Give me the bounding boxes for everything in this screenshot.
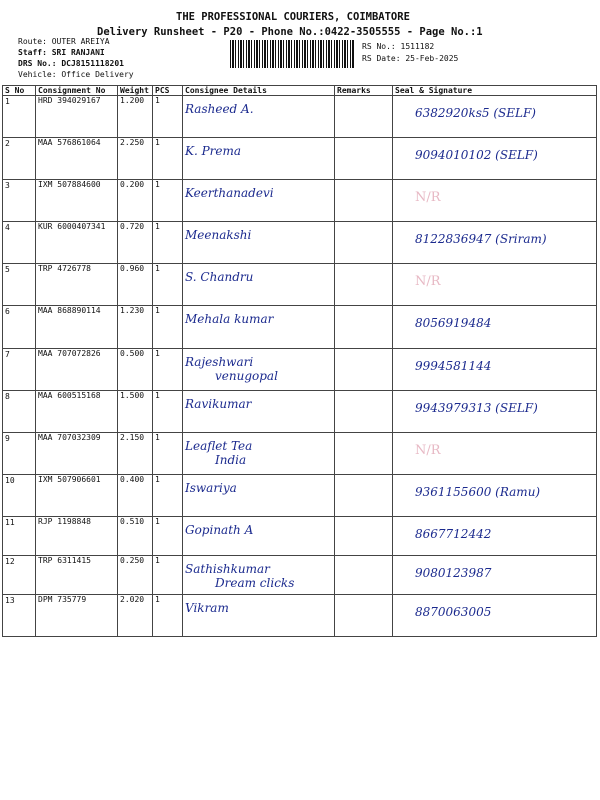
row-consignment-no: DPM 735779: [36, 595, 118, 637]
row-signature: [393, 306, 597, 349]
row-remarks: [335, 96, 393, 138]
table-row: [3, 264, 597, 306]
signature-text: 9080123987: [415, 566, 492, 580]
row-pcs: 1: [153, 306, 183, 349]
row-sno: 3: [3, 180, 36, 222]
row-consignment-no: TRP 4726778: [36, 264, 118, 306]
col-seal-signature: Seal & Signature: [393, 86, 597, 96]
row-weight: 1.230: [118, 306, 153, 349]
consignee-name: Keerthanadevi: [185, 186, 274, 200]
row-consignment-no: MAA 576861064: [36, 138, 118, 180]
signature-text: 8870063005: [415, 605, 492, 619]
signature-text: 6382920ks5 (SELF): [415, 106, 536, 120]
consignee-name: Gopinath A: [185, 523, 254, 537]
runsheet-subtitle: Delivery Runsheet - P20 - Phone No.:0422-3505555 - Page No.:1: [97, 26, 483, 38]
signature-text: 9361155600 (Ramu): [415, 485, 541, 499]
row-weight: 2.250: [118, 138, 153, 180]
row-sno: 11: [3, 517, 36, 556]
row-remarks: [335, 517, 393, 556]
row-pcs: 1: [153, 138, 183, 180]
row-sno: 2: [3, 138, 36, 180]
row-pcs: 1: [153, 475, 183, 517]
table-row: [3, 517, 597, 556]
row-weight: 0.200: [118, 180, 153, 222]
signature-text: 8056919484: [415, 316, 492, 330]
signature-text: 9943979313 (SELF): [415, 401, 538, 415]
consignee-name: Leaflet Tea: [185, 439, 253, 453]
row-consignee: [183, 138, 335, 180]
table-row: [3, 595, 597, 637]
col-consignee-details: Consignee Details: [183, 86, 335, 96]
row-consignee: [183, 180, 335, 222]
consignee-name: Mehala kumar: [185, 312, 274, 326]
row-consignment-no: MAA 707032309: [36, 433, 118, 475]
row-consignee: [183, 391, 335, 433]
row-sno: 10: [3, 475, 36, 517]
row-weight: 0.250: [118, 556, 153, 595]
row-weight: 2.020: [118, 595, 153, 637]
col-weight: Weight: [118, 86, 153, 96]
table-row: [3, 556, 597, 595]
row-remarks: [335, 138, 393, 180]
row-signature: [393, 595, 597, 637]
consignee-name: Iswariya: [185, 481, 237, 495]
row-consignee: [183, 349, 335, 391]
row-pcs: 1: [153, 391, 183, 433]
row-remarks: [335, 349, 393, 391]
row-consignee: [183, 556, 335, 595]
row-pcs: 1: [153, 180, 183, 222]
table-row: [3, 222, 597, 264]
row-remarks: [335, 180, 393, 222]
row-sno: 9: [3, 433, 36, 475]
table-row: [3, 180, 597, 222]
row-weight: 0.510: [118, 517, 153, 556]
row-consignment-no: TRP 6311415: [36, 556, 118, 595]
runsheet-table: [2, 85, 597, 637]
row-remarks: [335, 595, 393, 637]
row-signature: [393, 556, 597, 595]
row-consignee: [183, 222, 335, 264]
row-signature: [393, 517, 597, 556]
row-consignee: [183, 595, 335, 637]
row-signature: [393, 222, 597, 264]
consignee-name: K. Prema: [185, 144, 242, 158]
vehicle-label: Vehicle: Office Delivery: [18, 70, 134, 79]
consignee-name: Sathishkumar: [185, 562, 270, 576]
row-weight: 0.500: [118, 349, 153, 391]
consignee-name-line2: India: [215, 453, 247, 467]
row-consignee: [183, 433, 335, 475]
row-consignment-no: RJP 1198848: [36, 517, 118, 556]
row-signature: [393, 180, 597, 222]
table-row: [3, 138, 597, 180]
row-remarks: [335, 391, 393, 433]
row-remarks: [335, 222, 393, 264]
col-pcs: PCS: [153, 86, 183, 96]
row-consignee: [183, 264, 335, 306]
col-remarks: Remarks: [335, 86, 393, 96]
table-row: [3, 475, 597, 517]
row-remarks: [335, 556, 393, 595]
row-signature: [393, 96, 597, 138]
row-signature: [393, 475, 597, 517]
rs-date: RS Date: 25-Feb-2025: [362, 54, 459, 63]
row-pcs: 1: [153, 222, 183, 264]
row-signature: [393, 433, 597, 475]
row-pcs: 1: [153, 595, 183, 637]
consignee-name: S. Chandru: [185, 270, 254, 284]
row-weight: 2.150: [118, 433, 153, 475]
row-consignment-no: MAA 600515168: [36, 391, 118, 433]
runsheet-title: THE PROFESSIONAL COURIERS, COIMBATORE: [176, 11, 410, 23]
row-remarks: [335, 264, 393, 306]
row-sno: 4: [3, 222, 36, 264]
row-signature: [393, 138, 597, 180]
row-remarks: [335, 475, 393, 517]
table-row: [3, 433, 597, 475]
row-consignment-no: MAA 707072826: [36, 349, 118, 391]
signature-text: 8122836947 (Sriram): [415, 232, 547, 246]
row-sno: 12: [3, 556, 36, 595]
rs-number: RS No.: 1511182: [362, 42, 435, 51]
row-pcs: 1: [153, 433, 183, 475]
row-weight: 0.720: [118, 222, 153, 264]
consignee-name: Rajeshwari: [185, 355, 254, 369]
route-label: Route: OUTER AREIYA: [18, 37, 110, 46]
row-pcs: 1: [153, 349, 183, 391]
signature-text: 9994581144: [415, 359, 492, 373]
row-weight: 1.200: [118, 96, 153, 138]
signature-text: N/R: [415, 443, 441, 458]
col-consignment-no: Consignment No: [36, 86, 118, 96]
row-consignment-no: IXM 507884600: [36, 180, 118, 222]
row-remarks: [335, 433, 393, 475]
row-pcs: 1: [153, 517, 183, 556]
row-sno: 5: [3, 264, 36, 306]
row-consignee: [183, 517, 335, 556]
table-row: [3, 349, 597, 391]
row-consignment-no: MAA 868890114: [36, 306, 118, 349]
table-row: [3, 306, 597, 349]
row-consignee: [183, 475, 335, 517]
row-signature: [393, 391, 597, 433]
row-consignee: [183, 306, 335, 349]
consignee-name-line2: Dream clicks: [215, 576, 295, 590]
row-signature: [393, 264, 597, 306]
row-weight: 1.500: [118, 391, 153, 433]
row-sno: 6: [3, 306, 36, 349]
consignee-name: Meenakshi: [185, 228, 252, 242]
row-pcs: 1: [153, 556, 183, 595]
row-pcs: 1: [153, 96, 183, 138]
row-consignee: [183, 96, 335, 138]
signature-text: 9094010102 (SELF): [415, 148, 538, 162]
signature-text: N/R: [415, 274, 441, 289]
row-signature: [393, 349, 597, 391]
col-sno: S No: [3, 86, 36, 96]
barcode: [230, 40, 354, 68]
row-sno: 7: [3, 349, 36, 391]
row-weight: 0.400: [118, 475, 153, 517]
signature-text: N/R: [415, 190, 441, 205]
signature-text: 8667712442: [415, 527, 492, 541]
row-sno: 13: [3, 595, 36, 637]
row-weight: 0.960: [118, 264, 153, 306]
consignee-name: Ravikumar: [185, 397, 252, 411]
row-pcs: 1: [153, 264, 183, 306]
row-consignment-no: IXM 507906601: [36, 475, 118, 517]
table-row: [3, 391, 597, 433]
table-header-row: [3, 86, 597, 96]
drs-number: DRS No.: DCJ8151118201: [18, 59, 124, 68]
table-row: [3, 96, 597, 138]
staff-label: Staff: SRI RANJANI: [18, 48, 105, 57]
consignee-name: Vikram: [185, 601, 229, 615]
consignee-name: Rasheed A.: [185, 102, 254, 116]
row-sno: 8: [3, 391, 36, 433]
row-sno: 1: [3, 96, 36, 138]
row-consignment-no: HRD 394029167: [36, 96, 118, 138]
row-consignment-no: KUR 6000407341: [36, 222, 118, 264]
row-remarks: [335, 306, 393, 349]
consignee-name-line2: venugopal: [215, 369, 278, 383]
